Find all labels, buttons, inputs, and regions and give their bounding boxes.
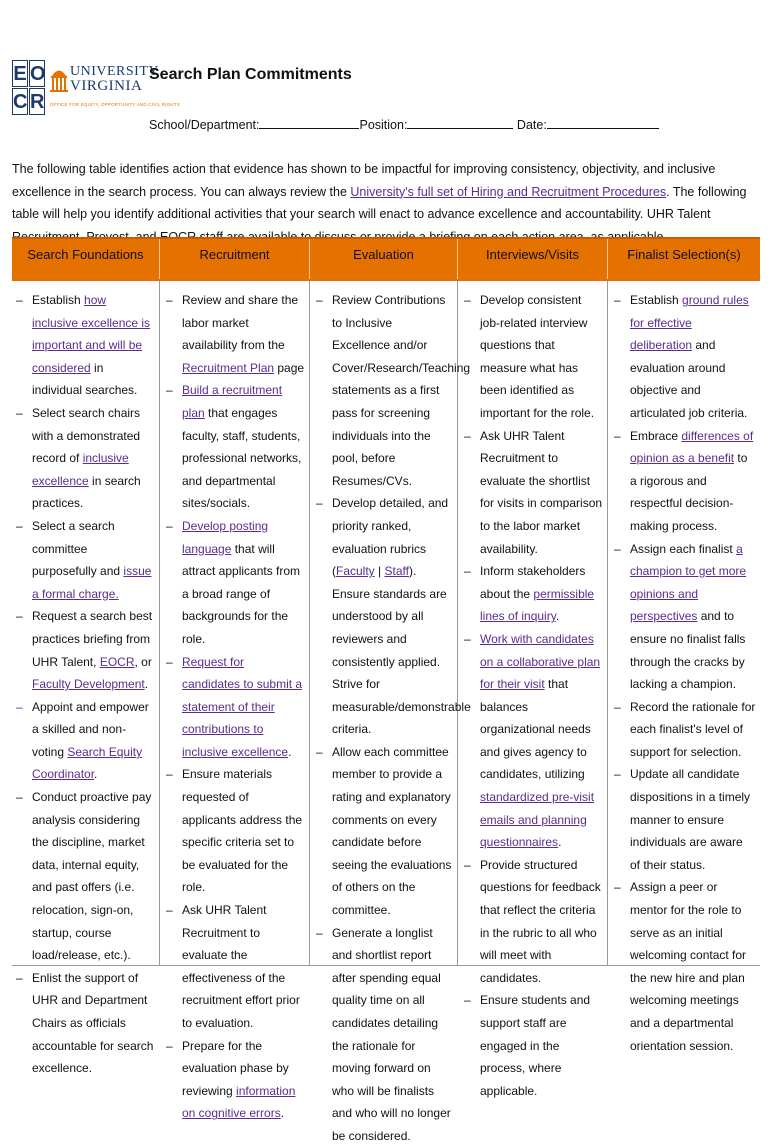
list-item: [164, 289, 309, 379]
text-run: and evaluation around objective and articulated job criteria.: [630, 338, 748, 420]
inline-link[interactable]: how inclusive excellence is important and will be considered: [32, 293, 151, 375]
text-run: to a rigorous and respectful decision-making process.: [630, 451, 748, 533]
list-item: [462, 628, 607, 854]
text-run: Generate a longlist and shortlist report after spending equal quality time on all candidates detailing the rationale for moving forward on who will be finalists and who will no longer be considered.: [332, 925, 451, 1143]
text-run: Provide structured questions for feedback that reflect the criteria in the rubric to all who will meet with candidates.: [480, 857, 601, 985]
inline-link[interactable]: Request for candidates to submit a statement of their contributions to inclusive excellence: [182, 654, 303, 759]
position-label: Position:: [359, 118, 408, 132]
uva-logo: [50, 62, 181, 114]
list-item: [314, 922, 457, 1148]
header-evaluation: Evaluation: [310, 239, 458, 279]
text-run: in search practices.: [32, 473, 141, 511]
intro-paragraph: [12, 158, 760, 248]
list-item: [462, 425, 607, 561]
column-evaluation: [310, 281, 471, 1143]
school-field[interactable]: [259, 116, 359, 129]
text-run: Review and share the labor market availability from the: [182, 293, 299, 353]
header-recruitment: Recruitment: [160, 239, 310, 279]
school-label: School/Department:: [149, 118, 260, 132]
eocr-letter-e: E: [12, 60, 28, 87]
date-label: Date:: [516, 118, 547, 132]
list-item: [164, 899, 309, 1035]
page-title: Search Plan Commitments: [149, 66, 352, 83]
inline-link[interactable]: Build a recruitment plan: [182, 383, 283, 420]
header-search-foundations: Search Foundations: [12, 239, 160, 279]
date-field[interactable]: [547, 116, 659, 129]
text-run: |: [374, 564, 385, 579]
inline-link[interactable]: information on cognitive errors: [182, 1083, 296, 1121]
commitments-table: [12, 237, 760, 1143]
inline-link[interactable]: Recruitment Plan: [182, 360, 275, 375]
list-item: [612, 538, 760, 696]
header-interviews-visits: Interviews/Visits: [458, 239, 608, 279]
text-run: Ask UHR Talent Recruitment to evaluate the shortlist for visits in comparison to the labor market availability.: [480, 428, 603, 556]
list-item: [612, 876, 760, 1057]
text-run: page: [274, 360, 305, 375]
list-item: [164, 763, 309, 899]
list-item: [14, 786, 159, 967]
text-run: Ensure materials requested of applicants address the specific criteria set to be evaluated for the role.: [182, 767, 303, 895]
list-item: [164, 651, 309, 764]
table-header-row: [12, 237, 760, 281]
list-item: [164, 379, 309, 515]
position-field[interactable]: [407, 116, 513, 129]
text-run: Record the rationale for each finalist's level of support for selection.: [630, 699, 756, 759]
text-run: Develop consistent job-related interview questions that measure what has been identified as important for the role.: [480, 293, 595, 420]
inline-link[interactable]: a champion to get more opinions and perspectives: [630, 541, 747, 624]
eocr-letter-r: R: [29, 88, 45, 115]
inline-link[interactable]: Faculty: [336, 564, 375, 579]
text-run: Allow each committee member to provide a rating and explanatory comments on every candidate before seeing the evaluations of others on the committee.: [332, 744, 452, 918]
text-run: Embrace: [630, 428, 682, 443]
inline-link[interactable]: inclusive excellence: [32, 451, 129, 488]
text-run: ). Ensure standards are understood by all reviewers and consistently applied. Strive for measurable/demonstrable criteria.: [332, 564, 471, 737]
list-item: [14, 289, 159, 402]
list-item: [462, 854, 607, 990]
university-wordmark-line2: VIRGINIA: [70, 78, 143, 94]
text-run: Prepare for the evaluation phase by reviewing: [182, 1038, 289, 1098]
eocr-logo: [12, 60, 46, 116]
inline-link[interactable]: standardized pre-visit emails and planning questionnaires: [480, 790, 595, 850]
rotunda-icon: [50, 64, 68, 94]
eocr-letter-c: C: [12, 88, 28, 115]
text-run: Enlist the support of UHR and Department Chairs as officials accountable for search excellence.: [32, 970, 154, 1076]
list-item: [612, 289, 760, 425]
inline-link[interactable]: EOCR: [99, 654, 135, 669]
inline-link[interactable]: University's full set of Hiring and Recruitment Procedures: [350, 184, 667, 199]
text-run: Review Contributions to Inclusive Excellence and/or Cover/Research/Teaching statements as a first pass for screening individuals into the pool, before Resumes/CVs.: [332, 293, 471, 488]
text-run: Assign a peer or mentor for the role to serve as an initial welcoming contact for the new hire and plan welcoming meetings and a departmental orientation session.: [630, 880, 747, 1053]
list-item: [314, 289, 471, 492]
list-item: [612, 425, 760, 538]
column-finalist-selections: [608, 281, 760, 1053]
text-run: Appoint and empower a skilled and non-voting: [32, 699, 149, 759]
text-run: Ask UHR Talent Recruitment to evaluate the effectiveness of the recruitment effort prior to evaluation.: [182, 903, 300, 1030]
university-wordmark-line1: UNIVERSITY: [70, 64, 159, 79]
text-run: in individual searches.: [32, 360, 138, 398]
inline-link[interactable]: Staff: [384, 564, 409, 579]
form-fields-line: [149, 116, 659, 132]
list-item: [164, 1035, 309, 1125]
text-run: Inform stakeholders about the: [480, 564, 586, 601]
text-run: .: [280, 1106, 285, 1121]
inline-link[interactable]: Develop posting language: [182, 518, 269, 556]
text-run: Select a search committee purposefully and: [32, 518, 124, 579]
list-item: [14, 696, 159, 786]
inline-link[interactable]: permissible lines of inquiry: [480, 586, 595, 624]
inline-link[interactable]: differences of opinion as a benefit: [630, 428, 754, 466]
text-run: Select search chairs with a demonstrated record of: [32, 405, 141, 466]
column-recruitment: [160, 281, 310, 1121]
text-run: The following table identifies action that evidence has shown to be impactful for improving consistency, objectivity, and inclusive excellence in the search process. You can always review the: [12, 162, 716, 199]
text-run: Develop detailed, and priority ranked, evaluation rubrics (: [332, 496, 449, 579]
office-tagline: OFFICE FOR EQUITY, OPPORTUNITY AND CIVIL RIGHTS: [50, 102, 181, 107]
header-finalist-selections: Finalist Selection(s): [627, 247, 741, 262]
text-run: and to ensure no finalist falls through the cracks by lacking a champion.: [630, 609, 746, 692]
inline-link[interactable]: Search Equity Coordinator: [32, 744, 143, 782]
text-run: .: [288, 744, 292, 759]
list-item: [314, 741, 457, 922]
text-run: Establish: [630, 293, 683, 307]
text-run: , or: [134, 654, 152, 669]
text-run: .: [555, 609, 560, 624]
list-item: [612, 763, 760, 876]
list-item: [14, 402, 159, 515]
column-search-foundations: [12, 281, 160, 1076]
inline-link[interactable]: ground rules for effective deliberation: [630, 293, 749, 353]
text-run: Conduct proactive pay analysis considering the discipline, market data, internal equity, and past offers (i.e. relocation, sign-on, startup, course load/release, etc.).: [32, 790, 152, 963]
list-item: [462, 289, 607, 425]
inline-link[interactable]: issue a formal charge.: [32, 564, 152, 601]
inline-link[interactable]: Faculty Development: [32, 677, 145, 692]
list-item: [14, 515, 159, 605]
inline-link[interactable]: Work with candidates on a collaborative plan for their visit: [480, 631, 601, 692]
text-run: Update all candidate dispositions in a timely manner to ensure individuals are aware of their status.: [630, 767, 751, 872]
column-interviews-visits: [458, 281, 608, 1098]
text-run: Ensure students and support staff are engaged in the process, where applicable.: [480, 993, 591, 1098]
eocr-letter-o: O: [29, 60, 45, 87]
text-run: Assign each finalist: [630, 541, 737, 556]
text-run: Request a search best practices briefing from UHR Talent,: [32, 609, 153, 669]
list-item: [164, 515, 309, 651]
text-run: Establish: [32, 293, 85, 307]
text-run: .: [144, 677, 149, 692]
list-item: [314, 492, 471, 741]
list-item: [462, 989, 607, 1102]
text-run: that will attract applicants from a broad range of backgrounds for the role.: [182, 541, 301, 646]
document-header: [12, 60, 752, 140]
list-item: [462, 560, 607, 628]
text-run: . The following table will help you identify additional activities that your search will enact to advance excellence and accountability. UHR Talent: [12, 184, 747, 221]
text-run: that engages faculty, staff, students, professional networks, and departmental sites/socials.: [182, 405, 302, 511]
list-item: [14, 967, 159, 1080]
text-run: .: [94, 767, 98, 782]
text-run: that balances organizational needs and gives agency to candidates, utilizing: [480, 677, 591, 782]
list-item: [612, 696, 760, 764]
list-item: [14, 605, 159, 695]
text-run: .: [558, 835, 562, 850]
